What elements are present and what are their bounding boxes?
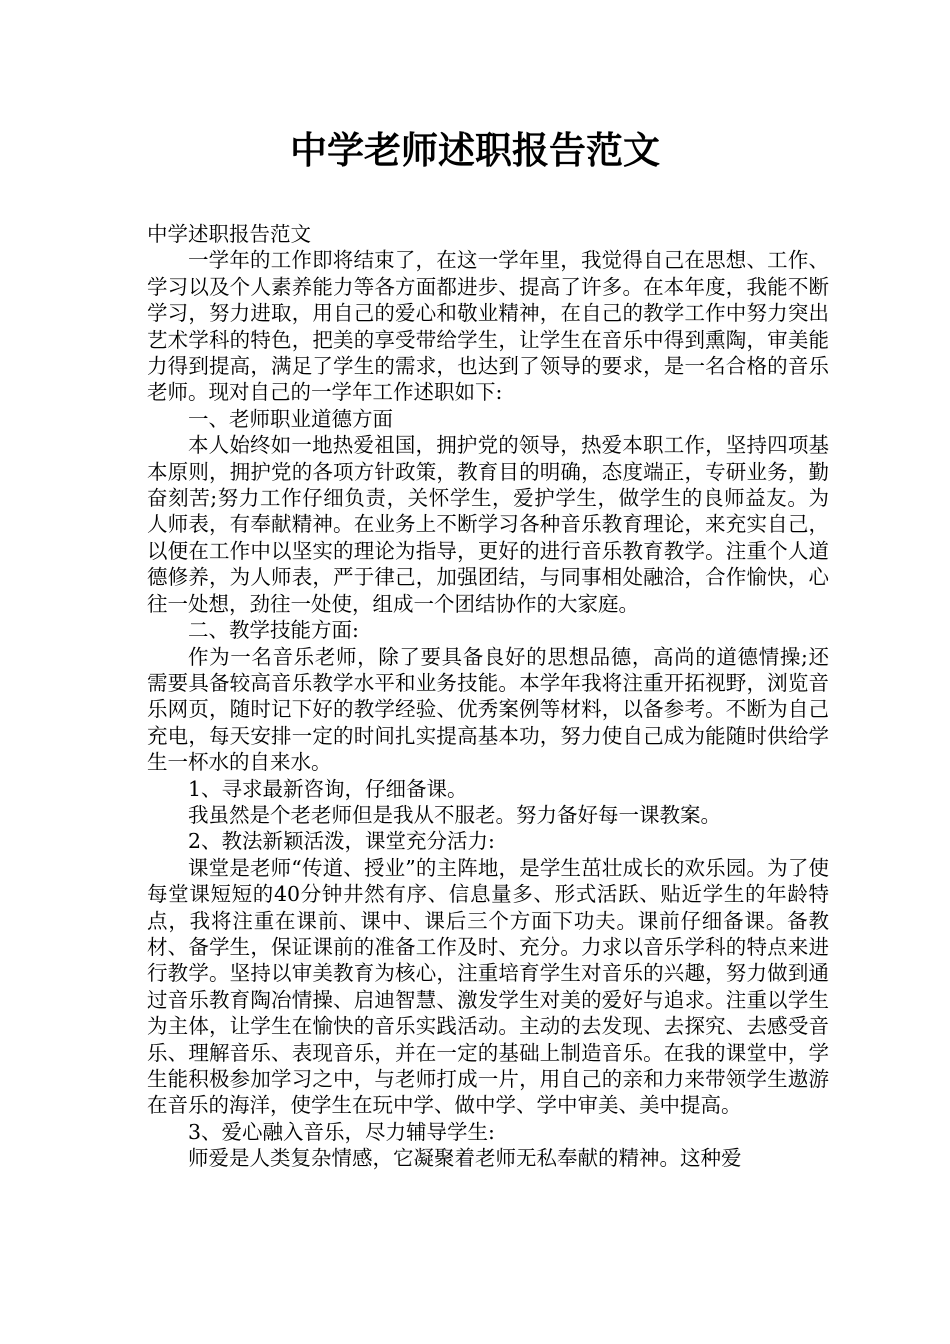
subsection-heading: 3、爱心融入音乐，尽力辅导学生:	[188, 1119, 495, 1144]
paragraph: 作为一名音乐老师，除了要具备良好的思想品德，高尚的道德情操;还需要具备较高音乐教学水平和业务技能。本学年我将注重开拓视野，浏览音乐网页，随时记下好的教学经验、优秀案例等材料，以备参考。不断为自己充电，每天安排一定的时间扎实提高基本功，努力使自己成为能随时供给学生一杯水的自来水。	[147, 644, 829, 775]
paragraph: 中学述职报告范文	[147, 222, 311, 246]
paragraph: 一学年的工作即将结束了，在这一学年里，我觉得自己在思想、工作、学习以及个人素养能力等各方面都进步、提高了许多。在本年度，我能不断学习，努力进取，用自己的爱心和敬业精神，在自己的教学工作中努力突出艺术学科的特色，把美的享受带给学生，让学生在音乐中得到熏陶，审美能力得到提高，满足了学生的需求，也达到了领导的要求，是一名合格的音乐老师。现对自己的一学年工作述职如下:	[147, 248, 829, 405]
subsection-heading: 2、教法新颖活泼，课堂充分活力:	[188, 829, 495, 854]
section-heading: 一、老师职业道德方面	[188, 406, 393, 431]
document-body	[147, 221, 829, 1172]
document-title: 中学老师述职报告范文	[290, 129, 660, 172]
subsection-heading: 1、寻求最新咨询，仔细备课。	[188, 776, 468, 801]
section-heading: 二、教学技能方面:	[188, 618, 359, 643]
paragraph: 课堂是老师“传道、授业”的主阵地，是学生茁壮成长的欢乐园。为了使每堂课短短的40分钟井然有序、信息量多、形式活跃、贴近学生的年龄特点，我将注重在课前、课中、课后三个方面下功夫。课前仔细备课。备教材、备学生，保证课前的准备工作及时、充分。力求以音乐学科的特点来进行教学。坚持以审美教育为核心，注重培育学生对音乐的兴趣，努力做到通过音乐教育陶冶情操、启迪智慧、激发学生对美的爱好与追求。注重以学生为主体，让学生在愉快的音乐实践活动。主动的去发现、去探究、去感受音乐、理解音乐、表现音乐，并在一定的基础上制造音乐。在我的课堂中，学生能积极参加学习之中，与老师打成一片，用自己的亲和力来带领学生遨游在音乐的海洋，使学生在玩中学、做中学、学中审美、美中提高。	[147, 855, 829, 1118]
paragraph: 本人始终如一地热爱祖国，拥护党的领导，热爱本职工作，坚持四项基本原则，拥护党的各项方针政策，教育目的明确，态度端正，专研业务，勤奋刻苦;努力工作仔细负责，关怀学生，爱护学生，做学生的良师益友。为人师表，有奉献精神。在业务上不断学习各种音乐教育理论，来充实自己，以便在工作中以坚实的理论为指导，更好的进行音乐教育教学。注重个人道德修养，为人师表，严于律己，加强团结，与同事相处融洽，合作愉快，心往一处想，劲往一处使，组成一个团结协作的大家庭。	[147, 433, 829, 616]
paragraph: 我虽然是个老老师但是我从不服老。努力备好每一课教案。	[188, 802, 721, 827]
paragraph: 师爱是人类复杂情感，它凝聚着老师无私奉献的精神。这种爱	[188, 1146, 742, 1171]
